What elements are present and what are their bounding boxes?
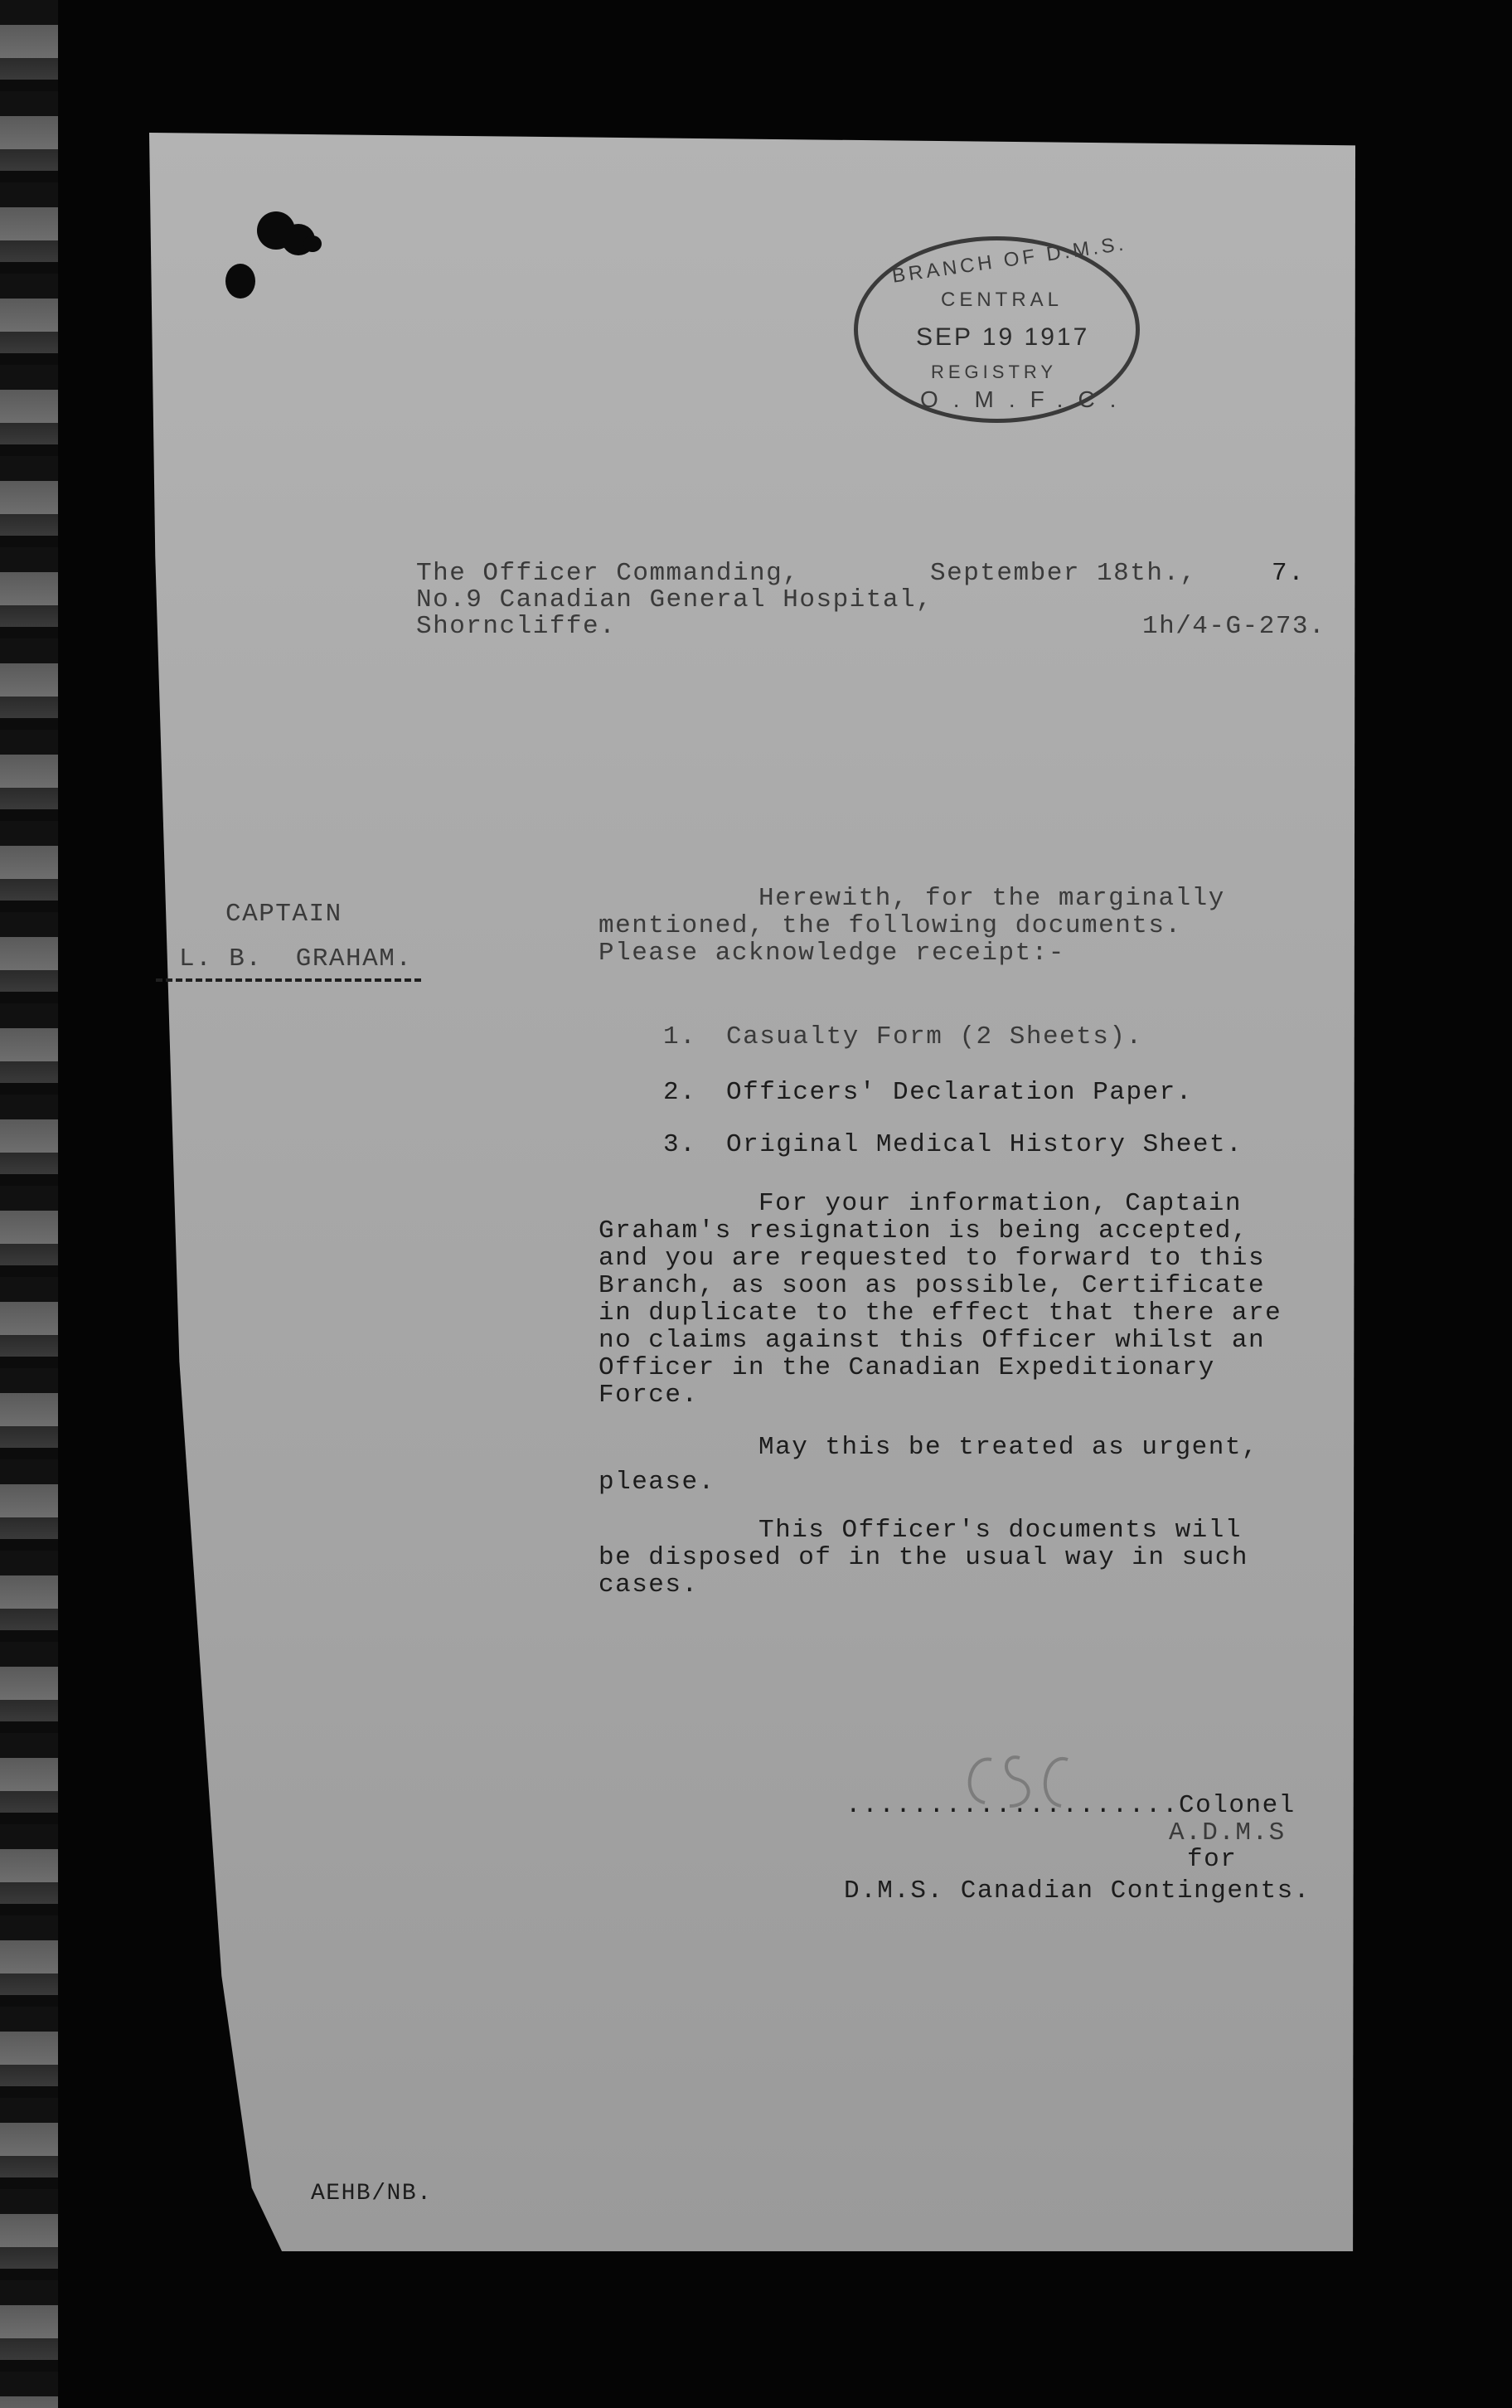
- stamp-registry-text: REGISTRY: [931, 362, 1058, 382]
- letter-year-digit: 7.: [1272, 559, 1306, 588]
- body-line: be disposed of in the usual way in such: [598, 1543, 1249, 1572]
- registry-stamp: [854, 232, 1140, 423]
- margin-name: L. B. GRAHAM.: [179, 944, 413, 973]
- body-line: in duplicate to the effect that there are: [598, 1299, 1282, 1328]
- reference-number: 1h/4-G-273.: [1142, 612, 1326, 641]
- body-line: For your information, Captain: [758, 1189, 1242, 1218]
- intro-line: mentioned, the following documents.: [598, 911, 1182, 940]
- body-line: May this be treated as urgent,: [758, 1433, 1259, 1462]
- stamp-date: SEP 19 1917: [916, 323, 1090, 351]
- body-line: Officer in the Canadian Expeditionary: [598, 1353, 1215, 1382]
- signature-line: ....................Colonel: [846, 1791, 1296, 1820]
- signature-office: D.M.S. Canadian Contingents.: [844, 1876, 1311, 1906]
- body-line: and you are requested to forward to this: [598, 1244, 1266, 1273]
- enclosure-item: Original Medical History Sheet.: [726, 1130, 1243, 1159]
- typist-reference: AEHB/NB.: [311, 2181, 433, 2207]
- enclosure-item: Officers' Declaration Paper.: [726, 1078, 1193, 1107]
- enclosure-item: Casualty Form (2 Sheets).: [726, 1022, 1143, 1051]
- margin-underline: [156, 978, 421, 982]
- film-strip-edge: [0, 0, 58, 2408]
- intro-line: Herewith, for the marginally: [758, 884, 1225, 913]
- address-line: The Officer Commanding,: [416, 559, 800, 588]
- ink-blot: [225, 264, 255, 299]
- body-line: cases.: [598, 1571, 699, 1600]
- margin-rank: CAPTAIN: [225, 900, 342, 929]
- letter-date: September 18th.,: [930, 559, 1197, 588]
- body-line: please.: [598, 1468, 715, 1497]
- body-line: Branch, as soon as possible, Certificate: [598, 1271, 1266, 1300]
- enclosure-number: 2.: [663, 1078, 697, 1107]
- signature-for: for: [1187, 1845, 1238, 1874]
- body-line: Force.: [598, 1381, 699, 1410]
- enclosure-number: 1.: [663, 1022, 697, 1051]
- signature-title: A.D.M.S: [1169, 1818, 1286, 1847]
- stamp-top-text: BRANCH OF D.M.S.: [890, 232, 1128, 288]
- body-line: Graham's resignation is being accepted,: [598, 1216, 1249, 1245]
- stamp-bottom-text: O.M.F.C.: [920, 386, 1132, 412]
- intro-line: Please acknowledge receipt:-: [598, 939, 1065, 968]
- address-line: No.9 Canadian General Hospital,: [416, 585, 933, 614]
- body-line: This Officer's documents will: [758, 1516, 1242, 1545]
- address-line: Shorncliffe.: [416, 612, 617, 641]
- ink-blot: [303, 235, 322, 252]
- enclosure-number: 3.: [663, 1130, 697, 1159]
- stamp-center-text: CENTRAL: [941, 289, 1064, 311]
- body-line: no claims against this Officer whilst an: [598, 1326, 1266, 1355]
